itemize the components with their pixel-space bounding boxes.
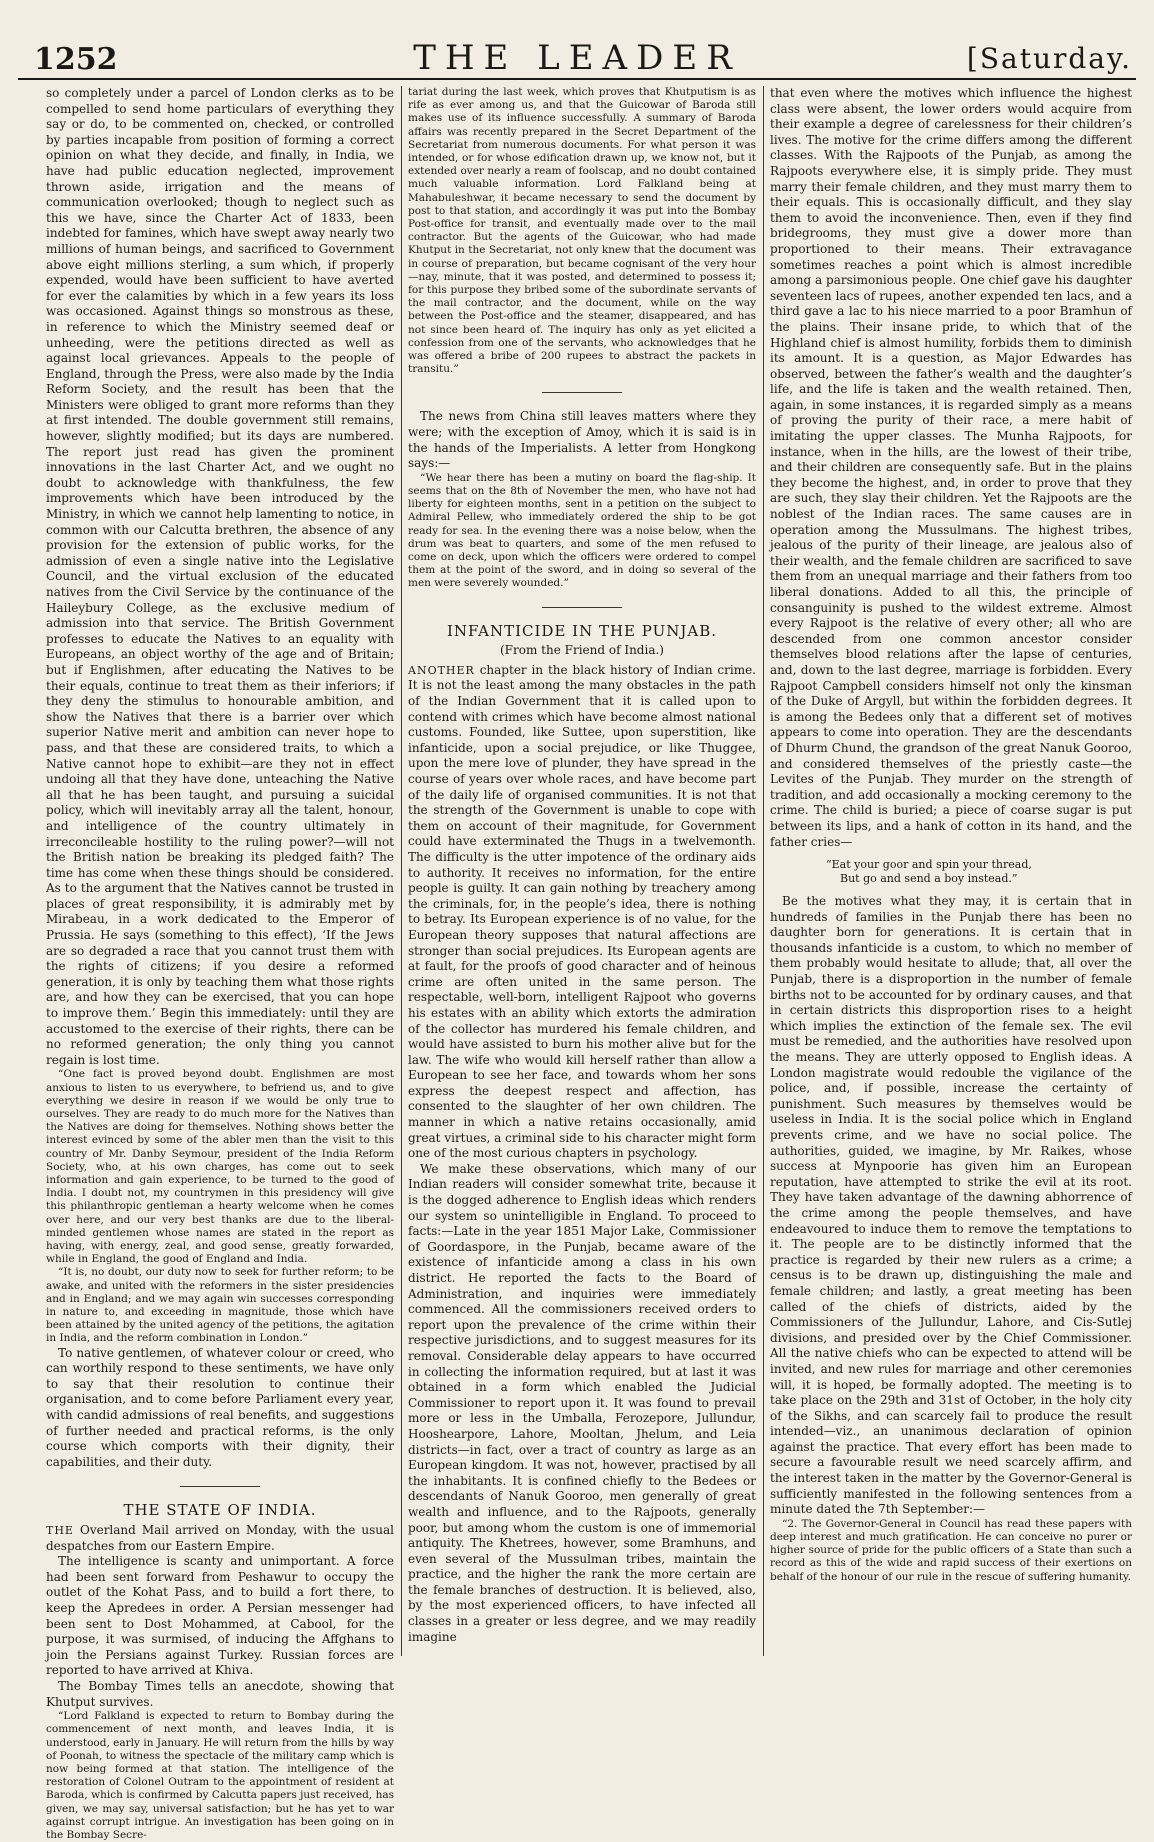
- quoted-paragraph: “2. The Governor-General in Council has read these papers with deep interest and much gratification. He can conceive no purer or higher source of pride for the public officers of a State than such a record as this of the wide and rapid success of their exertions on behalf of the honour of our rule in the rescue of suffering humanity.: [770, 1517, 1132, 1583]
- page-number: 1252: [34, 42, 118, 77]
- quoted-paragraph: “We hear there has been a mutiny on board the flag-ship. It seems that on the 8th of November the men, who have not had liberty for eighteen months, sent in a petition on the subject to Admiral Pellew, who immediately ordered the ship to be got ready for sea. In the evening there was a noise below, when the drum was beat to quarters, and some of the men refused to come on deck, upon which the officers were ordered to compel them at the point of the sword, and in doing so several of the men were severely wounded.”: [408, 471, 756, 590]
- article-paragraph: The news from China still leaves matters where they were; with the exception of Amoy, which it is said is in the hands of the Imperialists. A letter from Hongkong says:—: [408, 409, 756, 471]
- issue-day: [Saturday.: [966, 42, 1132, 75]
- quoted-paragraph: tariat during the last week, which proves that Khutputism is as rife as ever among us, and that the Guicowar of Baroda still makes use of its influence successfully. A summary of Baroda affairs was recently prepared in the Secret Department of the Secretariat from numerous documents. For what person it was intended, or for whose edification drawn up, we know not, but it extended over nearly a ream of foolscap, and no doubt contained much valuable information. Lord Falkland being at Mahabuleshwar, it became necessary to send the document by post to that station, and accordingly it was put into the Bombay Post-office for transit, and eventually made over to the mail contractor. But the agents of the Guicowar, who had made Khutput in the Secretariat, not only knew that the document was in course of preparation, but became cognisant of the very hour—nay, minute, that it was posted, and determined to possess it; for this purpose they bribed some of the subordinate servants of the mail contractor, and the document, while on the way between the Post-office and the steamer, disappeared, and has not since been heard of. The inquiry has only as yet elicited a confession from one of the servants, who acknowledges that he was offered a bribe of 200 rupees to abstract the packets in transitu.”: [408, 86, 756, 376]
- article-paragraph: so completely under a parcel of London clerks as to be compelled to send home particulars of everything they say or do, to be commented on, checked, or controlled by parties incapable from position of forming a correct opinion on what they decide, and finally, in India, we have had public education neglected, improvement thrown aside, irrigation and the means of communication overlooked; though to neglect such as this we have, since the Charter Act of 1833, been indebted for famines, which have swept away nearly two millions of human beings, and sacrificed to Government above eight millions sterling, a sum which, if properly expended, would have been sufficient to have averted for ever the calamities by which in a few years its loss was occasioned. Against things so monstrous as these, in reference to which the Ministry seemed deaf or unheeding, were the petitions directed as well as against local grievances. Appeals to the people of England, through the Press, were also made by the India Reform Society, and the result has been that the Ministers were obliged to grant more reforms than they at first intended. The double government still remains, however, slightly modified; but its days are numbered. The report just read has given the prominent innovations in the last Charter Act, and we ought no doubt to acknowledge with thankfulness, the few improvements which have been introduced by the Ministry, in which we cannot help lamenting to notice, in common with our Calcutta brethren, the absence of any provision for the extension of public works, for the admission of even a single native into the Legislative Council, and the virtual exclusion of the educated natives from the Civil Service by the continuance of the Haileybury College, as the exclusive medium of admission into that service. The British Government professes to educate the Natives to an equality with Europeans, an object worthy of the age and of Britain; but if Englishmen, after educating the Natives to be their equals, continue to treat them as their inferiors; if they deny the stimulus to honourable ambition, and show the Natives that there is a barrier over which superior Native merit and ambition can never hope to pass, and that these are considered traits, to which a Native cannot hope to exhibit—are they not in effect undoing all that they have done, unteaching the Native all that he has been taught, and pursuing a suicidal policy, which will inevitably array all the talent, honour, and intelligence of the country ultimately in irreconcileable hostility to the ruling power?—will not the British nation be breaking its pledged faith? The time has come when these things should be considered. As to the argument that the Natives cannot be trusted in places of great responsibility, it is admirably met by Mirabeau, in a work dedicated to the Emperor of Prussia. He says (something to this effect), ‘If the Jews are so degraded a race that you cannot trust them with the rights of citizens; if you desire a reformed generation, it is only by teaching them what those rights are, and how they can be exercised, that you can hope to improve them.’ Begin this immediately: until they are accustomed to the exercise of their rights, there can be no reformed generation; the only thing you cannot regain is lost time.: [46, 86, 394, 1067]
- column-2: [408, 86, 756, 1656]
- paragraph-text: chapter in the black history of Indian crime. It is not the least among the many obstacles in the path of the Indian Government that it is called upon to contend with crimes which have become almost national customs. Founded, like Suttee, upon superstition, like infanticide, upon a social prejudice, or like Thuggee, upon the mere love of plunder, they have spread in the course of years over whole races, and have become part of the daily life of organised communities. It is not that the strength of the Government is unable to cope with them on account of their magnitude, for Government could have exterminated the Thugs in a twelvemonth. The difficulty is the utter impotence of the ordinary aids to authority. It receives no information, for the entire people is guilty. It can gain nothing by treachery among the criminals, for, in the people’s idea, there is nothing to betray. Its European experience is of no value, for the European theory supposes that natural affections are stronger than social prejudices. Its European agents are at fault, for the proofs of good character and of heinous crime are often united in the same person. The respectable, well-born, intelligent Rajpoot who governs his estates with an ability which extorts the admiration of the collector has murdered his female children, and would have assisted to burn his mother alive but for the law. The wife who would kill herself rather than allow a European to see her face, and towards whom her sons express the deepest respect and affection, has consented to the slaughter of her own children. The manner in which a native retains occasionally, amid great virtues, a criminal side to his character might form one of the most curious chapters in psychology.: [408, 662, 756, 1161]
- article-paragraph: that even where the motives which influence the highest class were absent, the lower orders would acquire from their example a degree of carelessness for their children’s lives. The motive for the crime differs among the different classes. With the Rajpoots of the Punjab, as among the Rajpoots everywhere else, it is simply pride. They must marry their female children, and they must marry them to their equals. This is occasionally difficult, and they slay them to avoid the inconvenience. Then, even if they find bridegrooms, they must give a dower more than proportioned to their means. Their extravagance sometimes reaches a point which is almost incredible among a parsimonious people. One chief gave his daughter seventeen lacs of rupees, another expended ten lacs, and a third gave a lac to his niece married to a poor Bramhun of the plains. Their insane pride, to which that of the Highland chief is almost humility, forbids them to diminish its amount. It is a question, as Major Edwardes has observed, between the father’s wealth and the daughter’s life, and the life is taken and the wealth retained. Then, again, in some instances, it is regarded simply as a means of proving the purity of their race, a mere habit of imitating the upper classes. The Munha Rajpoots, for instance, when in the hills, are the lowest of their tribe, and their children are consequently safe. But in the plains they become the highest, and, in order to prove that they are such, they slay their children. Yet the Rajpoots are the noblest of the Indian races. The same causes are in operation among the Mussulmans. The highest tribes, jealous of the purity of their lineage, are jealous also of their wealth, and the female children are sacrificed to save them from an unequal marriage and their fathers from too liberal donations. Added to all this, the principle of consanguinity is pushed to the wildest extreme. Almost every Rajpoot is the relative of every other; all who are descended from one common ancestor consider themselves blood relations after the lapse of centuries, and, down to the last degree, marriage is forbidden. Every Rajpoot Campbell considers himself not only the kinsman of the Duke of Argyll, but within the forbidden degrees. It is among the Bedees only that a different set of motives appears to come into operation. They are the descendants of Dhurm Chund, the grandson of the great Nanuk Gooroo, and considered themselves of the priestly caste—the Levites of the Punjab. They murder on the strength of tradition, and add occasionally a mocking ceremony to the crime. The child is buried; a piece of coarse sugar is put between its lips, and a hank of cotton in its hand, and the father cries—: [770, 86, 1132, 849]
- section-divider: [180, 1486, 260, 1487]
- source-credit: (From the Friend of India.): [500, 643, 664, 658]
- section-divider: [542, 607, 622, 608]
- article-paragraph: [408, 663, 756, 1162]
- column-rule: [763, 86, 764, 1656]
- column-3: [770, 86, 1132, 1656]
- masthead: [18, 36, 1136, 80]
- column-rule: [401, 86, 402, 1656]
- verse-line: “Eat your goor and spin your thread,: [826, 858, 1032, 872]
- quoted-paragraph: “One fact is proved beyond doubt. Englishmen are most anxious to listen to us everywhere, to befriend us, and to give everything we desire in reason if we would be only true to ourselves. They are ready to do much more for the Natives than the Natives are doing for themselves. Nothing shows better the interest evinced by some of the abler men than the visit to this country of Mr. Danby Seymour, president of the India Reform Society, who, at his own charges, has come out to seek information and gain experience, to be turned to the good of India. I doubt not, my countrymen in this presidency will give this philanthropic gentleman a hearty welcome when he comes over here, and our very best thanks are due to the liberal-minded gentlemen whose names are stated in the report as having, with energy, zeal, and good sense, greatly forwarded, while in England, the good of England and India.: [46, 1068, 394, 1266]
- section-heading: THE STATE OF INDIA.: [123, 1501, 317, 1520]
- article-paragraph: The Bombay Times tells an anecdote, showing that Khutput survives.: [46, 1678, 394, 1709]
- lead-in: THE: [46, 1524, 74, 1538]
- section-divider: [542, 392, 622, 393]
- article-paragraph: We make these observations, which many of our Indian readers will consider somewhat trite, because it is the dogged adherence to English ideas which renders our system so unintelligible in England. To proceed to facts:—Late in the year 1851 Major Lake, Commissioner of Goordaspore, in the Punjab, became aware of the existence of infanticide among a class in his own district. He reported the facts to the Board of Administration, and inquiries were immediately commenced. All the commissioners received orders to report upon the prevalence of the crime within their respective jurisdictions, and to suggest measures for its removal. Considerable delay appears to have occurred in collecting the information required, but at last it was obtained in a form which enabled the Judicial Commissioner to report upon it. It was found to prevail more or less in the Umballa, Ferozepore, Jullundur, Hooshearpore, Lahore, Mooltan, Jhelum, and Leia districts—in fact, over a tract of country as large as an European kingdom. It was not, however, practised by all the inhabitants. It is confined chiefly to the Bedees or descendants of Nanuk Gooroo, men generally of great wealth and influence, and to the Rajpoots, generally poor, but among whom the custom is one of immemorial antiquity. The Khetrees, however, some Bramhuns, and even several of the Mussulman tribes, maintain the practice, and the higher the rank the more certain are the female branches of destruction. It is believed, also, by the most experienced officers, to have infected all classes in a greater or less degree, and we may readily imagine: [408, 1161, 756, 1644]
- section-heading: INFANTICIDE IN THE PUNJAB.: [446, 621, 718, 640]
- article-paragraph: [46, 1523, 394, 1554]
- column-1: [46, 86, 394, 1841]
- verse-quote: [826, 858, 1132, 886]
- lead-in: ANOTHER: [408, 663, 475, 677]
- quoted-paragraph: “Lord Falkland is expected to return to Bombay during the commencement of next month, and leaves India, it is understood, early in January. He will return from the hills by way of Poonah, to witness the spectacle of the military camp which is now being formed at that station. The intelligence of the restoration of Colonel Outram to the appointment of resident at Baroda, which is confirmed by Calcutta papers just received, has given, we may say, universal satisfaction; but he has yet to war against corrupt intrigue. An investigation has been going on in the Bombay Secre-: [46, 1710, 394, 1841]
- newspaper-title: THE LEADER: [413, 38, 741, 78]
- quoted-paragraph: “It is, no doubt, our duty now to seek for further reform; to be awake, and united with the reformers in the sister presidencies and in England; and we may again win successes corresponding in nature to, and exceeding in magnitude, those which have been attained by the united agency of the petitions, the agitation in India, and the reform combination in London.”: [46, 1266, 394, 1345]
- paragraph-text: Overland Mail arrived on Monday, with the usual despatches from our Eastern Empire.: [46, 1523, 394, 1553]
- article-paragraph: The intelligence is scanty and unimportant. A force had been sent forward from Peshawur to occupy the outlet of the Kohat Pass, and to build a fort there, to keep the Apredees in order. A Persian messenger had been sent to Dost Mohammed, at Cabool, for the purpose, it was surmised, of inducing the Affghans to join the Persians against Turkey. Russian forces are reported to have arrived at Khiva.: [46, 1554, 394, 1678]
- article-paragraph: Be the motives what they may, it is certain that in hundreds of families in the Punjab there has been no daughter born for generations. It is certain that in thousands infanticide is a custom, to which no member of them probably would hesitate to allude; that, all over the Punjab, there is a disproportion in the number of female births not to be accounted for by ordinary causes, and that in certain districts this disproportion rises to a height which implies the extinction of the female sex. The evil must be remedied, and the authorities have resolved upon the means. They are utterly opposed to English ideas. A London magistrate would redouble the vigilance of the police, and, if possible, increase the certainty of punishment. Such measures by themselves would be useless in India. It is the social police which in England prevents crime, and we have no social police. The authorities, guided, we imagine, by Mr. Raikes, whose success at Mynpoorie has given him an European reputation, have attempted to strike the evil at its root. They have taken advantage of the dawning abhorrence of the crime among the people themselves, and have endeavoured to induce them to remove the temptations to it. The people are to be distinctly informed that the practice is regarded by their new rulers as a crime; a census is to be drawn up, distinguishing the male and female children; and lastly, a great meeting has been called of the chiefs of districts, aided by the Commissioners of the Jullundur, Lahore, and Cis-Sutlej divisions, and presided over by the Chief Commissioner. All the native chiefs who can be expected to attend will be invited, and new rules for marriage and other ceremonies will, it is hoped, be formally adopted. The meeting is to take place on the 29th and 31st of October, in the holy city of the Sikhs, and can scarcely fail to produce the result intended—viz., an unanimous declaration of opinion against the practice. That every effort has been made to secure a favourable result we need scarcely affirm, and the interest taken in the matter by the Governor-General is sufficiently manifested in the following sentences from a minute dated the 7th September:—: [770, 894, 1132, 1517]
- verse-line: But go and send a boy instead.”: [840, 872, 1018, 886]
- article-paragraph: To native gentlemen, of whatever colour or creed, who can worthily respond to these sentiments, we have only to say that their resolution to continue their organisation, and to come before Parliament every year, with candid admissions of real benefits, and suggestions of further needed and practical reforms, is the only course which comports with their dignity, their capabilities, and their duty.: [46, 1345, 394, 1469]
